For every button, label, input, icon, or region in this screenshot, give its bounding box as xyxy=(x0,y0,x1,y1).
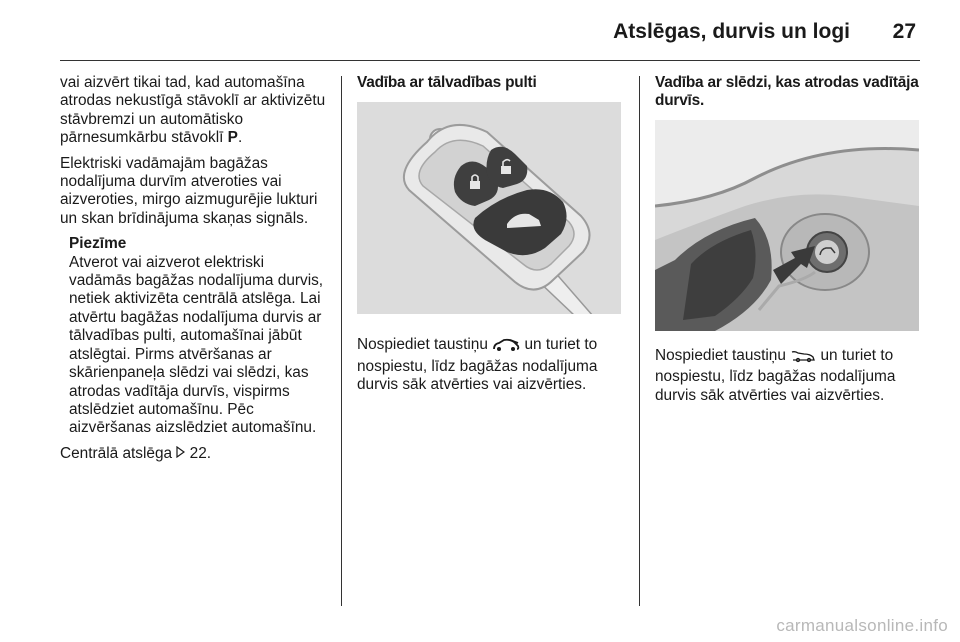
page-header xyxy=(60,14,920,52)
instruction-text: Nospiediet taustiņu un turiet to nospiestu, līdz bagāžas nodalījuma durvis sāk atvērties vai aizvērties. xyxy=(357,336,598,394)
tailgate-switch-icon xyxy=(790,349,816,368)
note-title: Piezīme xyxy=(69,235,127,253)
column-2 xyxy=(357,74,625,402)
car-tailgate-icon xyxy=(492,338,520,357)
page-number: 27 xyxy=(892,20,916,43)
remote-key-illustration xyxy=(357,102,621,314)
column-divider xyxy=(639,76,640,606)
note-box xyxy=(60,235,330,437)
cross-reference: Centrālā atslēga 22. xyxy=(60,444,212,462)
watermark: carmanualsonline.info xyxy=(776,616,948,635)
header-rule xyxy=(60,60,920,61)
section-heading: Vadība ar slēdzi, kas atrodas vadītāja durvīs. xyxy=(655,74,919,110)
door-switch-illustration xyxy=(655,120,919,331)
reference-arrow-icon xyxy=(176,445,185,463)
section-heading: Vadība ar tālvadības pulti xyxy=(357,74,537,91)
note-text: Atverot vai aizverot elektriski vadāmās bagāžas nodalījuma durvis, netiek aktivizēta centrālā atslēga. Lai atvērtu bagāžas nodalījuma durvis ar tālvadības pulti, automašīnai jābūt atslēgtai. Pirms atvēršanas ar skārienpaneļa slēdzi vai slēdzi, kas atrodas vadītāja durvīs, vispirms atslēdziet automašīnu. Pēc aizvēršanas aizslēdziet automašīnu. xyxy=(69,253,324,437)
paragraph: vai aizvērt tikai tad, kad automašīna atrodas nekustīgā stāvoklī ar aktivizētu stāvbremzi un automātisko pārnesumkārbu stāvoklī P. xyxy=(60,74,326,147)
paragraph: Elektriski vadāmajām bagāžas nodalījuma durvīm atveroties vai aizveroties, mirgo aizmugurējie lukturi un skan brīdinājuma skaņas signāls. xyxy=(60,154,318,227)
column-divider xyxy=(341,76,342,606)
column-1 xyxy=(60,74,330,470)
page-title: Atslēgas, durvis un logi xyxy=(613,20,850,43)
column-3 xyxy=(655,74,923,412)
instruction-text: Nospiediet taustiņu un turiet to nospiestu, līdz bagāžas nodalījuma durvis sāk atvērties vai aizvērties. xyxy=(655,346,896,404)
